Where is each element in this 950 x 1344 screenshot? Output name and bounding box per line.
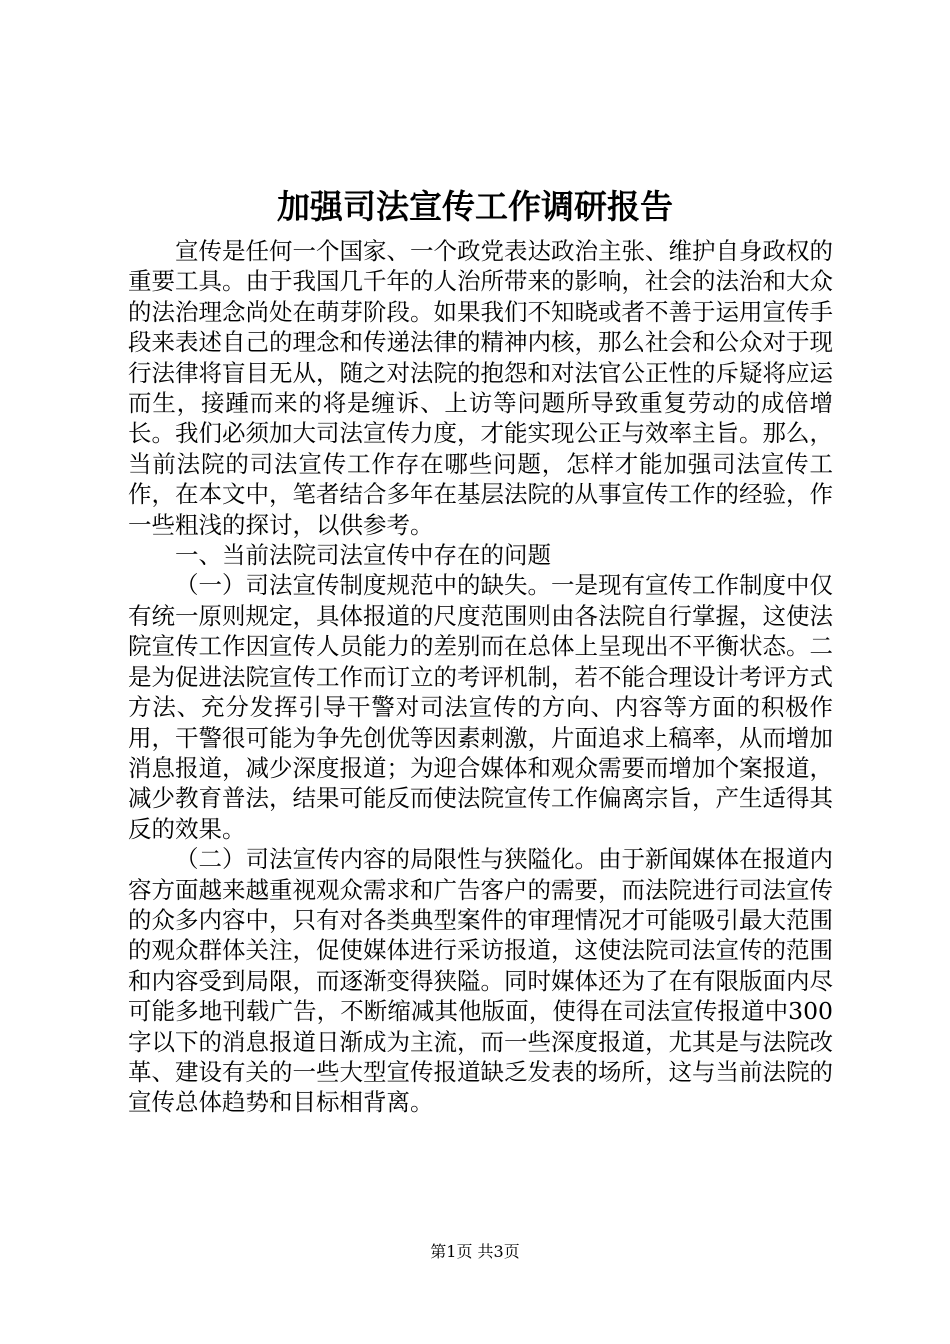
paragraph-intro: 宣传是任何一个国家、一个政党表达政治主张、维护自身政权的重要工具。由于我国几千年的人治所带来的影响，社会的法治和大众的法治理念尚处在萌芽阶段。如果我们不知晓或者不善于运用宣传手段来表述自己的理念和传递法律的精神内核，那么社会和公众对于现行法律将盲目无从，随之对法院的抱怨和对法官公正性的斥疑将应运而生，接踵而来的将是缠诉、上访等问题所导致重复劳动的成倍增长。我们必须加大司法宣传力度，才能实现公正与效率主旨。那么，当前法院的司法宣传工作存在哪些问题，怎样才能加强司法宣传工作，在本文中，笔者结合多年在基层法院的从事宣传工作的经验，作一些粗浅的探讨，以供参考。 [128, 237, 833, 539]
section-heading: 一、当前法院司法宣传中存在的问题 [175, 541, 551, 570]
page-footer: 第1页 共3页 [430, 1242, 520, 1261]
page-title: 加强司法宣传工作调研报告 [277, 187, 673, 226]
paragraph-item-1: （一）司法宣传制度规范中的缺失。一是现有宣传工作制度中仅有统一原则规定，具体报道的尺度范围则由各法院自行掌握，这使法院宣传工作因宣传人员能力的差别而在总体上呈现出不平衡状态。二是为促进法院宣传工作而订立的考评机制，若不能合理设计考评方式方法、充分发挥引导干警对司法宣传的方向、内容等方面的积极作用，干警很可能为争先创优等因素刺激，片面追求上稿率，从而增加消息报道，减少深度报道；为迎合媒体和观众需要而增加个案报道，减少教育普法，结果可能反而使法院宣传工作偏离宗旨，产生适得其反的效果。 [128, 571, 833, 843]
document-body [128, 236, 833, 1118]
paragraph-item-2: （二）司法宣传内容的局限性与狭隘化。由于新闻媒体在报道内容方面越来越重视观众需求和广告客户的需要，而法院进行司法宣传的众多内容中，只有对各类典型案件的审理情况才可能吸引最大范围的观众群体关注，促使媒体进行采访报道，这使法院司法宣传的范围和内容受到局限，而逐渐变得狭隘。同时媒体还为了在有限版面内尽可能多地刊载广告，不断缩减其他版面，使得在司法宣传报道中300字以下的消息报道日渐成为主流，而一些深度报道，尤其是与法院改革、建设有关的一些大型宣传报道缺乏发表的场所，这与当前法院的宣传总体趋势和目标相背离。 [128, 845, 833, 1117]
